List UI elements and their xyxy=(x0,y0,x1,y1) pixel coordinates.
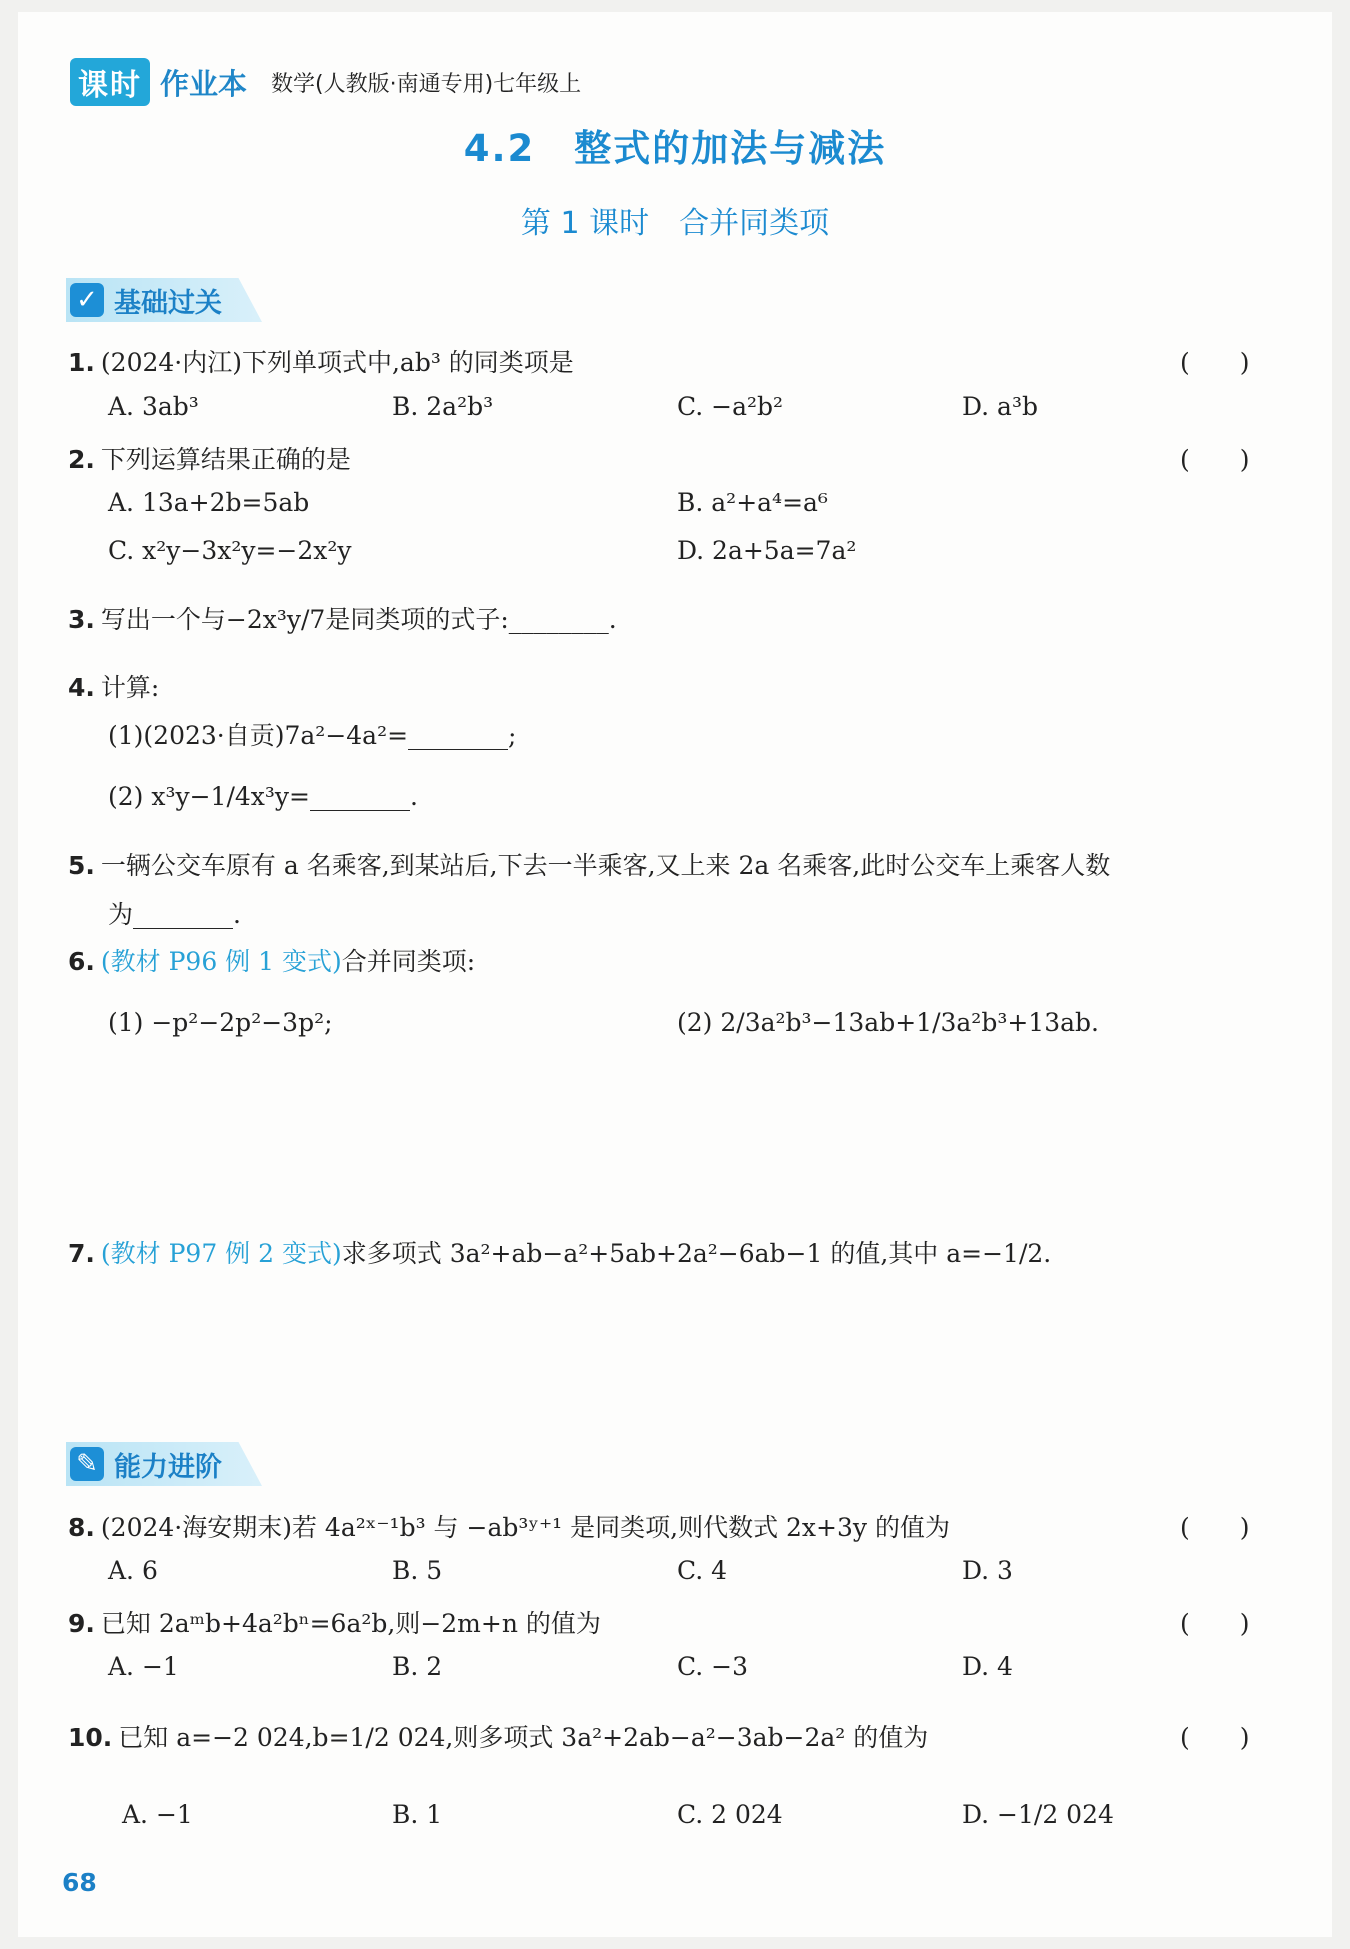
question-4-part-1: (1)(2023·自贡)7a²−4a²=________; xyxy=(108,721,517,750)
question-text: 计算: xyxy=(100,673,160,702)
question-8 xyxy=(68,1508,950,1544)
banner-advanced-label: 能力进阶 xyxy=(114,1451,222,1483)
option-d: D. a³b xyxy=(962,392,1038,421)
option-c: C. −a²b² xyxy=(677,392,784,421)
option-b: B. a²+a⁴=a⁶ xyxy=(677,488,828,517)
question-9 xyxy=(68,1604,601,1640)
option-a: A. −1 xyxy=(122,1800,193,1829)
brand-name: 作业本 xyxy=(160,66,248,101)
question-source: (教材 P96 例 1 变式) xyxy=(100,947,342,976)
option-c: C. 4 xyxy=(677,1556,728,1585)
option-d: D. −1/2 024 xyxy=(962,1800,1114,1829)
question-number: 1. xyxy=(68,348,95,377)
option-c: C. −3 xyxy=(677,1652,748,1681)
question-5-line-2: 为________. xyxy=(108,900,241,929)
option-d: D. 3 xyxy=(962,1556,1013,1585)
checkbox-icon: ✓ xyxy=(70,283,104,317)
header-brand xyxy=(70,58,581,106)
question-text: 写出一个与−2x³y/7是同类项的式子:________. xyxy=(100,605,617,634)
question-number: 6. xyxy=(68,947,95,976)
question-number: 5. xyxy=(68,851,95,880)
question-number: 4. xyxy=(68,673,95,702)
banner-advanced xyxy=(66,1442,222,1486)
question-1 xyxy=(68,343,574,379)
answer-bracket: ( ) xyxy=(1180,445,1250,474)
option-a: A. 6 xyxy=(108,1556,158,1585)
question-text: 合并同类项: xyxy=(341,947,476,976)
option-a: A. 3ab³ xyxy=(108,392,199,421)
question-text: 下列运算结果正确的是 xyxy=(100,445,351,474)
question-4 xyxy=(68,668,159,704)
answer-bracket: ( ) xyxy=(1180,348,1250,377)
question-number: 3. xyxy=(68,605,95,634)
answer-bracket: ( ) xyxy=(1180,1723,1250,1752)
option-b: B. 2 xyxy=(392,1652,443,1681)
question-6-part-2: (2) 2/3a²b³−13ab+1/3a²b³+13ab. xyxy=(677,1008,1099,1037)
option-b: B. 1 xyxy=(392,1800,443,1829)
question-text: 已知 2aᵐb+4a²bⁿ=6a²b,则−2m+n 的值为 xyxy=(100,1609,601,1638)
option-c: C. 2 024 xyxy=(677,1800,783,1829)
question-text: 已知 a=−2 024,b=1/2 024,则多项式 3a²+2ab−a²−3ab−2a² 的值为 xyxy=(118,1723,929,1752)
question-7 xyxy=(68,1234,1051,1270)
question-text: (2024·海安期末)若 4a²ˣ⁻¹b³ 与 −ab³ʸ⁺¹ 是同类项,则代数式 2x+3y 的值为 xyxy=(100,1513,950,1542)
question-text: 求多项式 3a²+ab−a²+5ab+2a²−6ab−1 的值,其中 a=−1/2. xyxy=(341,1239,1052,1268)
question-number: 8. xyxy=(68,1513,95,1542)
question-source: (教材 P97 例 2 变式) xyxy=(100,1239,342,1268)
question-5 xyxy=(68,846,1110,882)
question-3 xyxy=(68,600,617,636)
lesson-title: 第 1 课时 合并同类项 xyxy=(520,206,830,241)
option-d: D. 4 xyxy=(962,1652,1013,1681)
question-6 xyxy=(68,942,475,978)
question-text: 一辆公交车原有 a 名乘客,到某站后,下去一半乘客,又上来 2a 名乘客,此时公交车上乘客人数 xyxy=(100,851,1111,880)
question-number: 7. xyxy=(68,1239,95,1268)
answer-bracket: ( ) xyxy=(1180,1513,1250,1542)
question-number: 9. xyxy=(68,1609,95,1638)
option-c: C. x²y−3x²y=−2x²y xyxy=(108,536,352,565)
question-6-part-1: (1) −p²−2p²−3p²; xyxy=(108,1008,333,1037)
option-a: A. −1 xyxy=(108,1652,179,1681)
answer-bracket: ( ) xyxy=(1180,1609,1250,1638)
option-b: B. 2a²b³ xyxy=(392,392,494,421)
option-b: B. 5 xyxy=(392,1556,443,1585)
brand-logo: 课时 xyxy=(70,58,150,106)
pencil-icon: ✎ xyxy=(70,1447,104,1481)
banner-basic xyxy=(66,278,222,322)
question-number: 2. xyxy=(68,445,95,474)
section-title: 4.2 整式的加法与减法 xyxy=(463,127,887,170)
question-text: (2024·内江)下列单项式中,ab³ 的同类项是 xyxy=(100,348,574,377)
page-number: 68 xyxy=(62,1868,97,1897)
option-a: A. 13a+2b=5ab xyxy=(108,488,310,517)
option-d: D. 2a+5a=7a² xyxy=(677,536,857,565)
question-2 xyxy=(68,440,351,476)
banner-basic-label: 基础过关 xyxy=(114,287,222,319)
question-4-part-2: (2) x³y−1/4x³y=________. xyxy=(108,782,418,811)
question-number: 10. xyxy=(68,1723,113,1752)
question-10 xyxy=(68,1718,928,1754)
book-subtitle: 数学(人教版·南通专用)七年级上 xyxy=(271,71,582,97)
